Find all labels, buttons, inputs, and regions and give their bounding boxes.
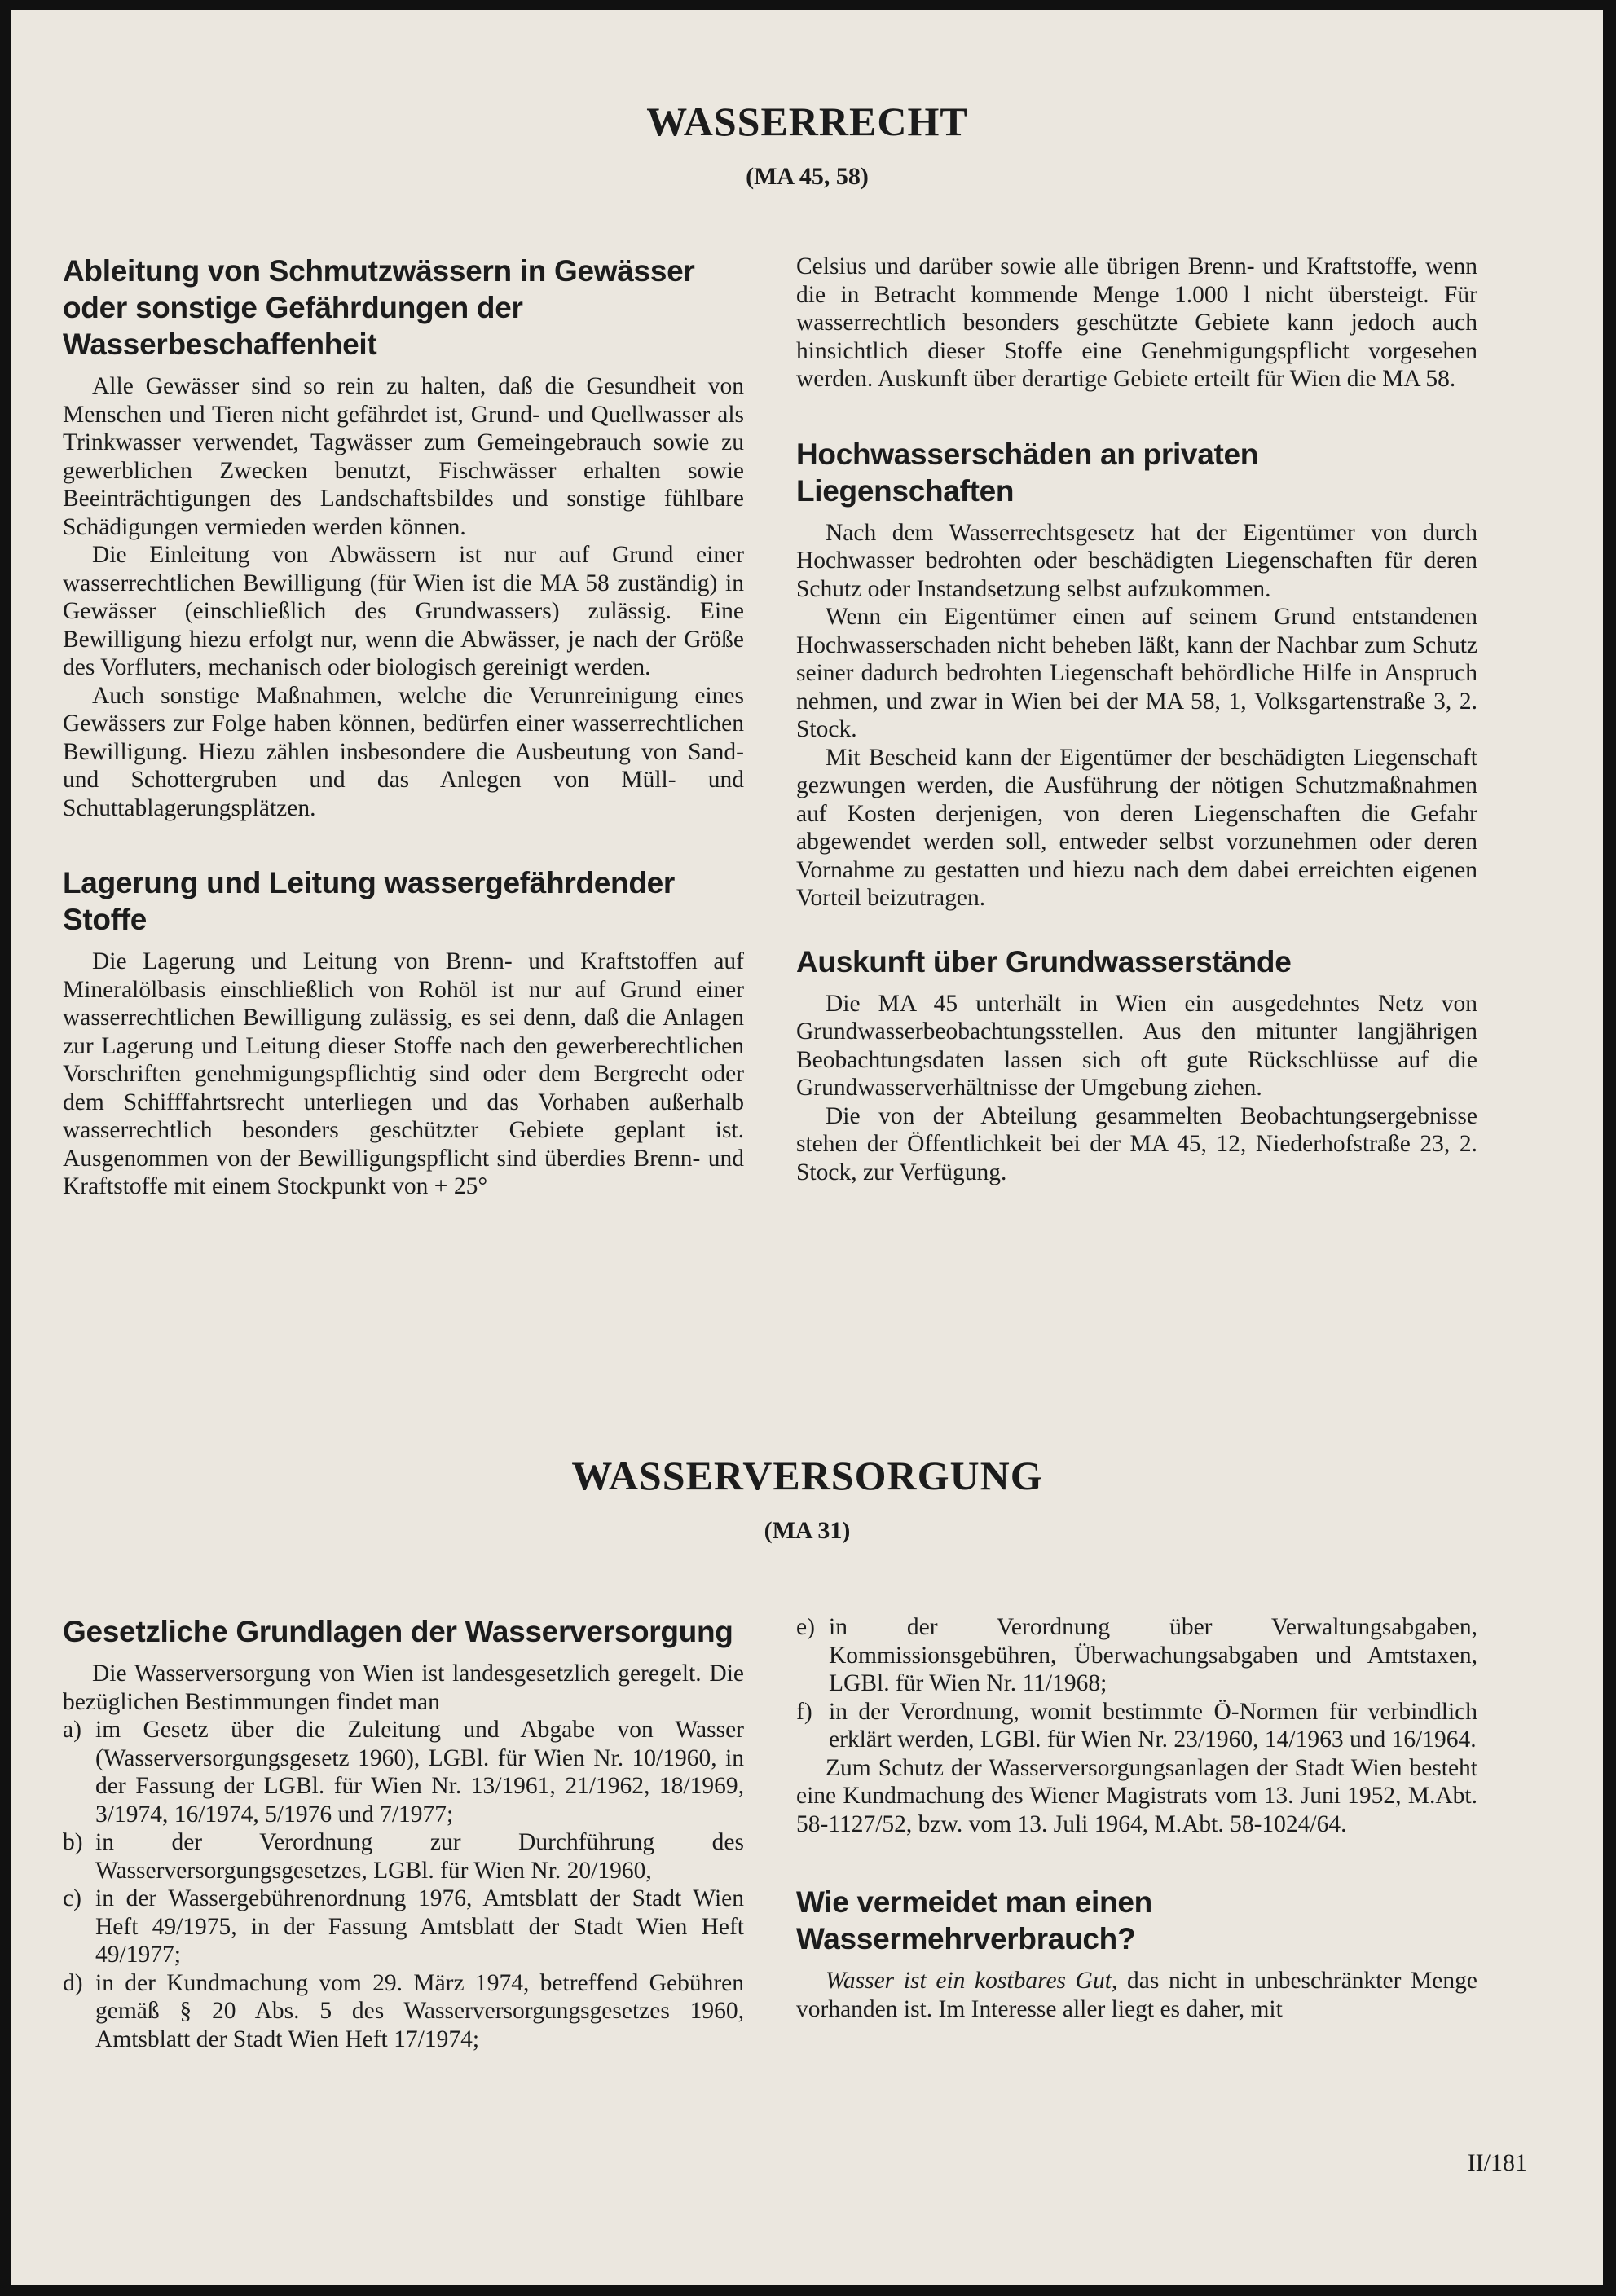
list-item: a) im Gesetz über die Zuleitung und Abgabe von Wasser (Wasserversorgungsgesetz 1960), LGBl. für Wien Nr. 10/1960, in der Fassung der LGBl. für Wien Nr. 13/1961, 21/1962, 18/1969, 3/1974, 16/1974, 5/1976 und 7/1977; (63, 1717, 744, 1828)
heading-hochwasser: Hochwasserschäden an privaten Liegenschaften (796, 437, 1259, 508)
heading-grundlagen: Gesetzliche Grundlagen der Wasserversorgung (63, 1615, 733, 1648)
paragraph: Mit Bescheid kann der Eigentümer der beschädigten Liegenschaft gezwungen werden, die Ausführung der nötigen Schutzmaßnahmen auf Kosten derjenigen, von deren Liegenschaften die Gefahr abgewendet werden soll, entweder selbst vorzunehmen oder deren Vornahme zu gestatten und hiezu nach dem dabei erreichten eigenen Vorteil beizutragen. (796, 744, 1477, 911)
heading-grundwasser: Auskunft über Grundwasserstände (796, 944, 1292, 979)
list-item: d) in der Kundmachung vom 29. März 1974, betreffend Gebühren gemäß § 20 Abs. 5 des Wasserversorgungsgesetzes 1960, Amtsblatt der Stadt Wien Heft 17/1974; (63, 1969, 744, 2052)
heading-ableitung: Ableitung von Schmutzwässern in Gewässer oder sonstige Gefährdungen der Wasserbeschaffenheit (63, 254, 695, 361)
paragraph: Alle Gewässer sind so rein zu halten, daß die Gesundheit von Menschen und Tieren nicht gefährdet ist, Grund- und Quellwasser als Trinkwasser verwendet, Tagwässer zum Gemeingebrauch sowie zu gewerblichen Zwecken benutzt, Fischwässer erhalten sowie Beeinträchtigungen des Landschaftsbildes und sonstige fühlbare Schädigungen vermieden werden können. (63, 373, 744, 540)
paragraph: Wenn ein Eigentümer einen auf seinem Grund entstandenen Hochwasserschaden nicht beheben läßt, kann der Nachbar zum Schutz seiner dadurch bedrohten Liegenschaft behördliche Hilfe in Anspruch nehmen, und zwar in Wien bei der MA 58, 1, Volksgartenstraße 3, 2. Stock. (796, 604, 1477, 742)
paragraph: Wasser ist ein kostbares Gut, das nicht in unbeschränkter Menge vorhanden ist. Im Interesse aller liegt es daher, mit (796, 1968, 1477, 2022)
section-title-wasserversorgung: WASSERVERSORGUNG (571, 1453, 1043, 1498)
emphasis-text: Wasser ist ein kostbares Gut, (826, 1968, 1118, 1994)
paragraph: Nach dem Wasserrechtsgesetz hat der Eigentümer von durch Hochwasser bedrohten oder beschädigten Liegenschaften für deren Schutz oder Instandsetzung selbst aufzukommen. (796, 519, 1477, 602)
section-title-wasserrecht: WASSERRECHT (646, 99, 968, 144)
wasserversorgung-right-column (796, 1613, 1477, 2023)
paragraph: Die MA 45 unterhält in Wien ein ausgedehntes Netz von Grundwasserbeobachtungsstellen. Aus den mitunter langjährigen Beobachtungsdaten lassen sich oft gute Rückschlüsse auf die Grundwasserverhältnisse der Umgebung ziehen. (796, 990, 1477, 1101)
list-item: b) in der Verordnung zur Durchführung des Wasserversorgungsgesetzes, LGBl. für Wien Nr. 20/1960, (63, 1829, 744, 1884)
document-page (11, 10, 1603, 2285)
section-subtitle-wasserversorgung: (MA 31) (764, 1517, 851, 1544)
heading-lagerung: Lagerung und Leitung wassergefährdender Stoffe (63, 866, 676, 936)
list-item: f) in der Verordnung, womit bestimmte Ö-Normen für verbindlich erklärt werden, LGBl. für Wien Nr. 23/1960, 14/1963 und 16/1964. (796, 1698, 1477, 1753)
wasserrecht-left-column (63, 253, 744, 1201)
paragraph: Die Einleitung von Abwässern ist nur auf Grund einer wasserrechtlichen Bewilligung (für Wien ist die MA 58 zuständig) in Gewässer (einschließlich des Grundwassers) zulässig. Eine Bewilligung hiezu erfolgt nur, wenn die Abwässer, je nach der Größe des Vorfluters, mechanisch oder biologisch gereinigt werden. (63, 542, 744, 680)
list-item: e) in der Verordnung über Verwaltungsabgaben, Kommissionsgebühren, Überwachungsabgaben und Amtstaxen, LGBl. für Wien Nr. 11/1968; (796, 1614, 1477, 1696)
heading-wassermehrverbrauch: Wie vermeidet man einen Wassermehrverbrauch? (796, 1885, 1152, 1955)
paragraph: Celsius und darüber sowie alle übrigen Brenn- und Kraftstoffe, wenn die in Betracht kommende Menge 1.000 l nicht übersteigt. Für wasserrechtlich besonders geschützte Gebiete kann jedoch auch hinsichtlich dieser Stoffe eine Genehmigungspflicht vorgesehen werden. Auskunft über derartige Gebiete erteilt für Wien die MA 58. (796, 253, 1477, 392)
wasserversorgung-left-column (63, 1613, 744, 2053)
paragraph: Auch sonstige Maßnahmen, welche die Verunreinigung eines Gewässers zur Folge haben können, bedürfen einer wasserrechtlichen Bewilligung. Hiezu zählen insbesondere die Ausbeutung von Sand- und Schottergruben und das Anlegen von Müll- und Schuttablagerungsplätzen. (63, 682, 744, 821)
wasserrecht-right-column (796, 253, 1477, 1186)
list-item: c) in der Wassergebührenordnung 1976, Amtsblatt der Stadt Wien Heft 49/1975, in der Fassung Amtsblatt der Stadt Wien Heft 49/1977; (63, 1885, 744, 1968)
paragraph: Die Lagerung und Leitung von Brenn- und Kraftstoffen auf Mineralölbasis einschließlich von Rohöl ist nur auf Grund einer wasserrechtlichen Bewilligung zulässig, es sei denn, daß die Anlagen zur Lagerung und Leitung dieser Stoffe nach den gewerberechtlichen Vorschriften genehmigungspflichtig sind oder dem Bergrecht oder dem Schifffahrtsrecht unterliegen und das Vorhaben außerhalb wasserrechtlich besonders geschützter Gebiete geplant ist. Ausgenommen von der Bewilligungspflicht sind überdies Brenn- und Kraftstoffe mit einem Stockpunkt von + 25° (63, 948, 744, 1199)
paragraph: Die Wasserversorgung von Wien ist landesgesetzlich geregelt. Die bezüglichen Bestimmungen findet man (63, 1660, 744, 1715)
paragraph: Zum Schutz der Wasserversorgungsanlagen der Stadt Wien besteht eine Kundmachung des Wiener Magistrats vom 13. Juni 1952, M.Abt. 58-1127/52, bzw. vom 13. Juli 1964, M.Abt. 58-1024/64. (796, 1754, 1477, 1837)
section-subtitle-wasserrecht: (MA 45, 58) (746, 163, 869, 190)
paragraph: Die von der Abteilung gesammelten Beobachtungsergebnisse stehen der Öffentlichkeit bei der MA 45, 12, Niederhofstraße 23, 2. Stock, zur Verfügung. (796, 1102, 1477, 1185)
page-number: II/181 (1467, 2149, 1527, 2176)
